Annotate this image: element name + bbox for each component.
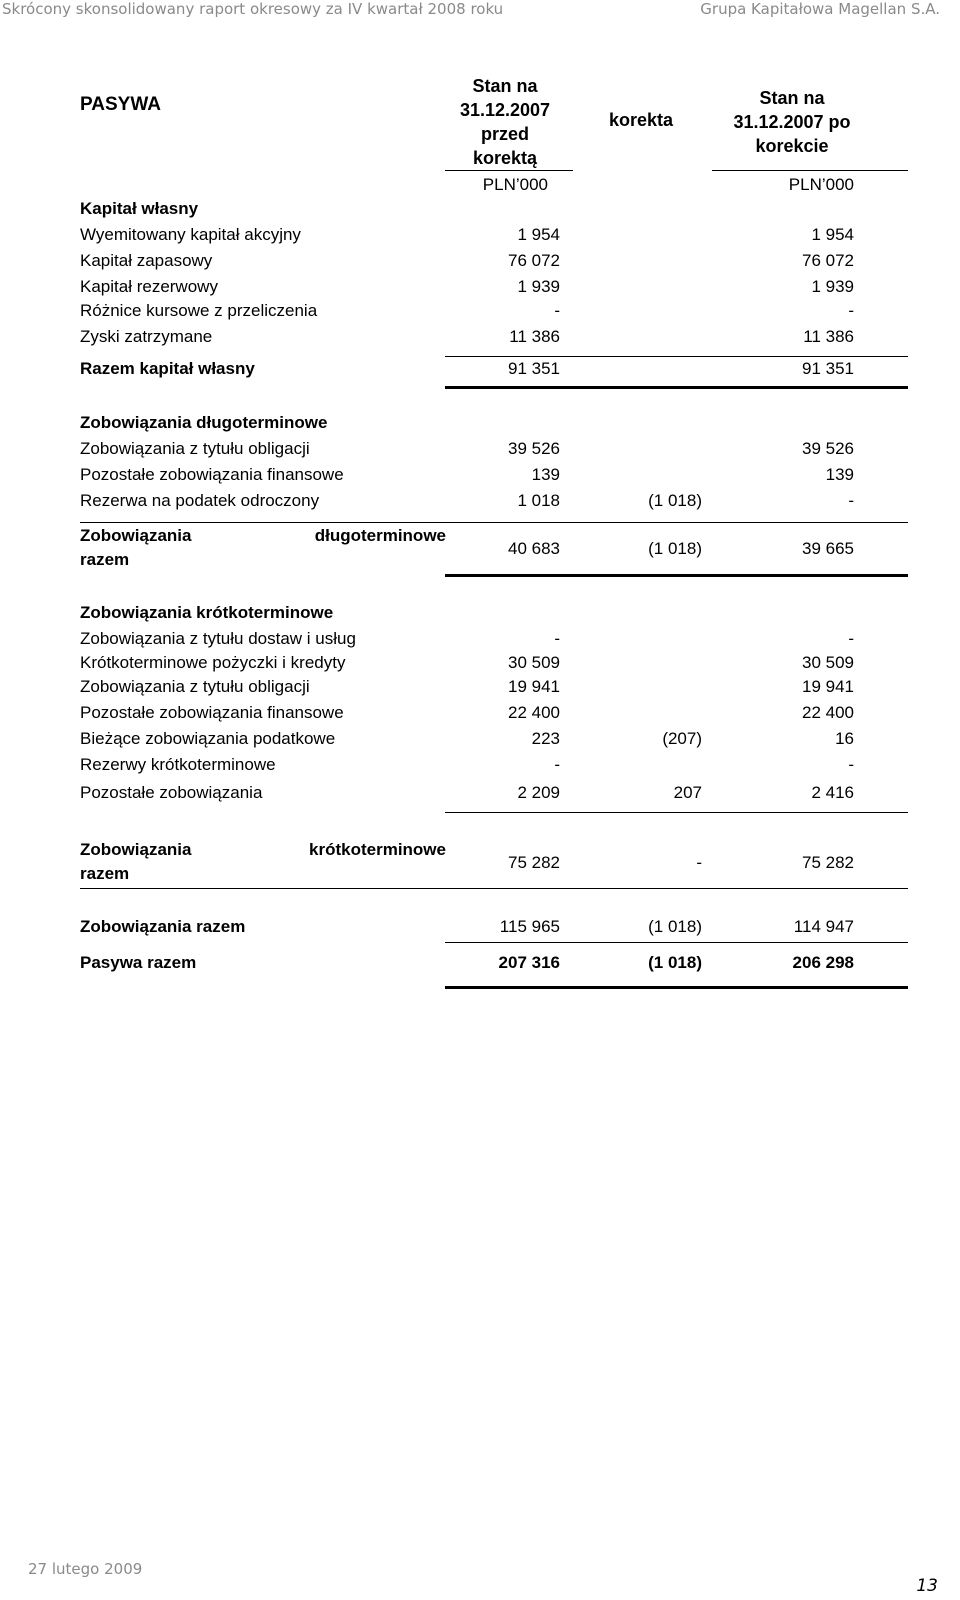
row-label: Pozostałe zobowiązania <box>80 783 263 802</box>
table-row <box>0 298 960 324</box>
row-value-after: - <box>848 755 854 774</box>
row-label: Zobowiązania razem <box>80 917 246 936</box>
row-label: Kapitał rezerwowy <box>80 277 218 296</box>
label-word: razem <box>80 864 130 883</box>
total-row <box>0 356 960 382</box>
row-label: Zyski zatrzymane <box>80 327 213 346</box>
table-row <box>0 700 960 726</box>
table-row <box>0 674 960 700</box>
row-value-before: 139 <box>531 465 560 484</box>
row-value-before: 1 954 <box>517 225 560 244</box>
row-value-before: - <box>554 301 560 320</box>
subtotal-rule <box>445 812 908 813</box>
total-rule <box>445 986 908 989</box>
subtotal-rule <box>80 888 908 889</box>
col1-header-line: przed <box>480 124 529 144</box>
row-value-after: 30 509 <box>802 653 854 672</box>
row-value-before: 223 <box>531 729 560 748</box>
label-word: Zobowiązania <box>80 840 192 859</box>
row-label: Rezerwa na podatek odroczony <box>80 491 320 510</box>
col1-header-line: Stan na <box>472 76 538 96</box>
page-number: 13 <box>916 1576 938 1596</box>
row-value-after: 1 939 <box>811 277 854 296</box>
total-row <box>0 536 960 562</box>
row-value-after: - <box>848 301 854 320</box>
label-word: Zobowiązania <box>80 526 192 545</box>
row-value-correction: (1 018) <box>648 953 702 972</box>
col3-header-line: Stan na <box>759 88 825 108</box>
row-value-before: 1 939 <box>517 277 560 296</box>
row-value-after: 39 526 <box>802 439 854 458</box>
company-name: Grupa Kapitałowa Magellan S.A. <box>700 0 940 18</box>
total-row <box>0 850 960 876</box>
label-word: razem <box>80 550 130 569</box>
section-heading <box>0 410 960 436</box>
row-value-after: 11 386 <box>803 327 854 346</box>
row-value-after: 16 <box>835 729 854 748</box>
row-value-after: - <box>848 491 854 510</box>
table-row <box>0 752 960 778</box>
row-label: Zobowiązania z tytułu obligacji <box>80 677 310 696</box>
col1-header-line: korektą <box>472 148 538 168</box>
footer-date: 27 lutego 2009 <box>28 1560 143 1578</box>
col3-header-line: korekcie <box>755 136 829 156</box>
shortterm-heading: Zobowiązania krótkoterminowe <box>80 603 334 622</box>
table-row <box>0 324 960 350</box>
row-label: Razem kapitał własny <box>80 359 255 378</box>
section-heading <box>0 600 960 626</box>
row-value-before: 75 282 <box>508 853 560 872</box>
table-row <box>0 436 960 462</box>
row-label: Zobowiązania z tytułu obligacji <box>80 439 310 458</box>
row-value-before: 91 351 <box>508 359 560 378</box>
table-row <box>0 780 960 806</box>
table-row <box>0 462 960 488</box>
row-value-after: 2 416 <box>811 783 854 802</box>
row-value-after: 22 400 <box>802 703 854 722</box>
row-value-after: 139 <box>825 465 854 484</box>
row-value-after: 91 351 <box>802 359 854 378</box>
row-value-correction: (1 018) <box>648 491 702 510</box>
row-value-before: 39 526 <box>508 439 560 458</box>
row-value-before: 2 209 <box>517 783 560 802</box>
col1-header <box>440 74 570 170</box>
unit-row <box>0 172 960 198</box>
total-row <box>0 914 960 940</box>
total-rule <box>445 386 908 389</box>
row-value-before: - <box>554 755 560 774</box>
row-value-before: - <box>554 629 560 648</box>
row-value-correction: (207) <box>662 729 702 748</box>
report-title: Skrócony skonsolidowany raport okresowy za IV kwartał 2008 roku <box>2 0 504 18</box>
row-value-after: 1 954 <box>811 225 854 244</box>
row-label: Pozostałe zobowiązania finansowe <box>80 465 344 484</box>
table-row <box>0 726 960 752</box>
row-label: Wyemitowany kapitał akcyjny <box>80 225 301 244</box>
row-value-correction: 207 <box>673 783 702 802</box>
subtotal-rule <box>80 522 908 523</box>
table-row <box>0 488 960 514</box>
table-title: PASYWA <box>80 94 161 115</box>
longterm-heading: Zobowiązania długoterminowe <box>80 413 328 432</box>
row-value-after: 76 072 <box>802 251 854 270</box>
row-label: Pozostałe zobowiązania finansowe <box>80 703 344 722</box>
row-value-correction: (1 018) <box>648 539 702 558</box>
row-value-after: 19 941 <box>802 677 854 696</box>
col3-header <box>712 86 872 158</box>
row-value-before: 1 018 <box>517 491 560 510</box>
row-label: Kapitał zapasowy <box>80 251 213 270</box>
row-value-after: 206 298 <box>792 953 854 972</box>
row-label: Rezerwy krótkoterminowe <box>80 755 276 774</box>
section-heading <box>0 196 960 222</box>
header-rule <box>445 170 573 171</box>
row-value-before: 30 509 <box>508 653 560 672</box>
total-rule <box>445 574 908 577</box>
row-value-after: - <box>848 629 854 648</box>
row-label: Zobowiązania z tytułu dostaw i usług <box>80 629 356 648</box>
label-word: długoterminowe <box>314 526 446 545</box>
col1-header-line: 31.12.2007 <box>459 100 551 120</box>
row-value-before: 11 386 <box>509 327 560 346</box>
equity-heading: Kapitał własny <box>80 199 199 218</box>
table-row <box>0 650 960 676</box>
grand-total-row <box>0 950 960 976</box>
row-value-before: 115 965 <box>499 917 560 936</box>
row-value-after: 75 282 <box>802 853 854 872</box>
unit-col1: PLN’000 <box>482 175 548 194</box>
row-value-before: 40 683 <box>508 539 560 558</box>
row-value-before: 19 941 <box>508 677 560 696</box>
table-row <box>0 274 960 300</box>
row-value-after: 39 665 <box>802 539 854 558</box>
table-row <box>0 222 960 248</box>
row-value-after: 114 947 <box>793 917 854 936</box>
row-label: Bieżące zobowiązania podatkowe <box>80 729 336 748</box>
row-value-before: 22 400 <box>508 703 560 722</box>
table-row <box>0 626 960 652</box>
row-label: Różnice kursowe z przeliczenia <box>80 301 318 320</box>
unit-col3: PLN’000 <box>788 175 854 194</box>
label-word: krótkoterminowe <box>309 840 446 859</box>
col2-header: korekta <box>608 110 674 130</box>
header-rule <box>712 170 908 171</box>
row-value-before: 207 316 <box>498 953 560 972</box>
col3-header-line: 31.12.2007 po <box>733 112 851 132</box>
row-value-before: 76 072 <box>508 251 560 270</box>
row-label: Pasywa razem <box>80 953 197 972</box>
row-value-correction: - <box>696 853 702 872</box>
table-row <box>0 248 960 274</box>
row-label: Krótkoterminowe pożyczki i kredyty <box>80 653 346 672</box>
row-value-correction: (1 018) <box>648 917 702 936</box>
subtotal-rule <box>445 942 908 943</box>
